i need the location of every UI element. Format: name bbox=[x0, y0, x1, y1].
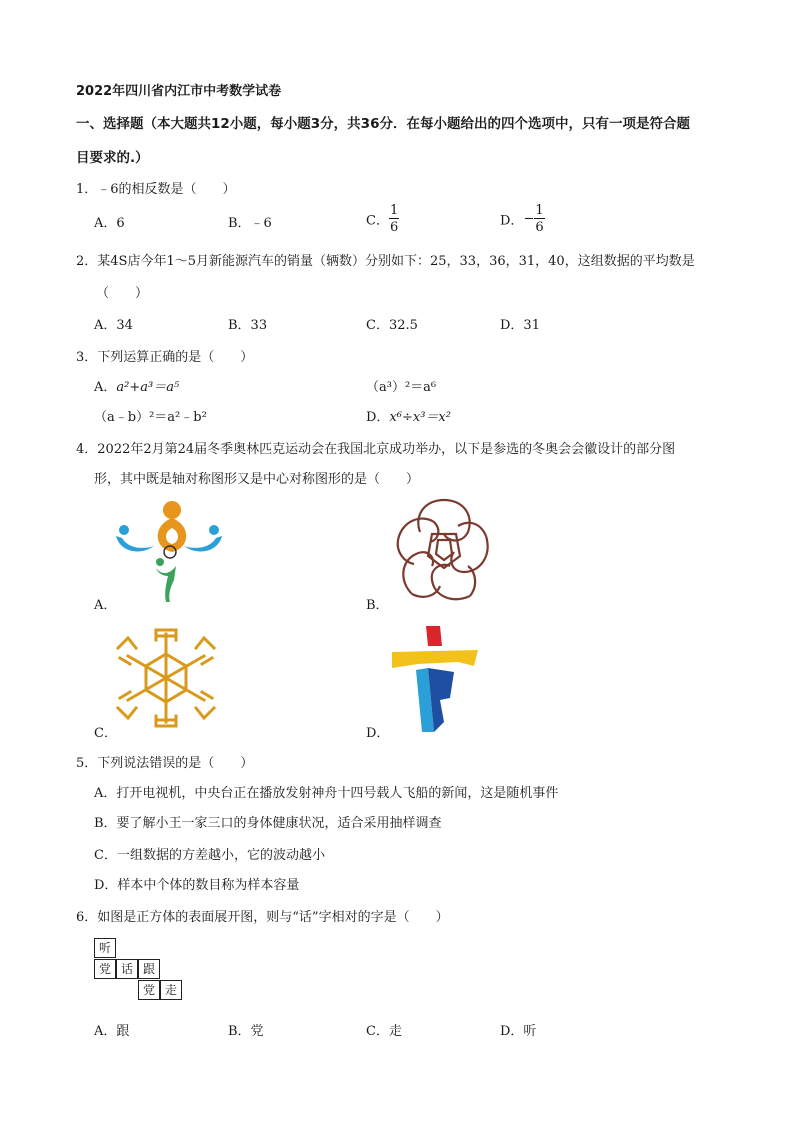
q6-option-a: A．跟 bbox=[94, 1024, 130, 1039]
figure-a-left-blue-head bbox=[119, 525, 129, 535]
q1-option-d-numerator: 1 bbox=[535, 203, 544, 218]
q1-option-c-fraction bbox=[389, 204, 399, 234]
section-header-line1: 一、选择题（本大题共12小题，每小题3分，共36分．在每小题给出的四个选项中，只有一项是符合题 bbox=[76, 116, 690, 132]
q3-option-a-label: A． bbox=[94, 380, 117, 395]
q5-stem: 5．下列说法错误的是（ ） bbox=[76, 756, 254, 771]
figure-d-red-block bbox=[426, 626, 442, 646]
q4-stem-line2: 形，其中既是轴对称图形又是中心对称图形的是（ ） bbox=[94, 472, 420, 487]
figure-c-snowflake bbox=[118, 630, 214, 726]
q2-option-c: C．32.5 bbox=[366, 318, 418, 333]
q6-cube-net bbox=[94, 938, 194, 1002]
q1-option-c-denominator: 6 bbox=[389, 220, 399, 235]
q1-option-c-label: C． bbox=[366, 213, 389, 229]
q4-figure-d bbox=[388, 622, 480, 734]
q3-option-a-expr: a²+a³＝a⁵ bbox=[116, 380, 180, 395]
q1-option-d-label: D． bbox=[500, 213, 524, 229]
q3-stem: 3．下列运算正确的是（ ） bbox=[76, 350, 254, 365]
q4-figure-a bbox=[112, 496, 228, 606]
q5-option-b: B．要了解小王一家三口的身体健康状况，适合采用抽样调查 bbox=[94, 816, 442, 831]
q2-option-b: B．33 bbox=[228, 318, 268, 333]
q1-option-a: A．6 bbox=[94, 216, 125, 231]
figure-a-left-blue-body bbox=[116, 536, 154, 551]
figure-a-green-head bbox=[156, 558, 164, 566]
q5-option-d: D．样本中个体的数目称为样本容量 bbox=[94, 878, 300, 893]
net-cell-dang-1: 党 bbox=[94, 959, 116, 979]
q4-option-a: A． bbox=[94, 598, 117, 613]
net-cell-dang-2: 党 bbox=[138, 980, 160, 1000]
q4-option-c: C． bbox=[94, 726, 117, 741]
q1-option-c-numerator: 1 bbox=[389, 203, 399, 218]
q6-option-b: B．党 bbox=[228, 1024, 264, 1039]
q4-figure-c bbox=[114, 624, 218, 732]
q3-option-c bbox=[94, 406, 207, 425]
q1-stem: 1．﹣6的相反数是（ ） bbox=[76, 182, 236, 197]
net-cell-zou: 走 bbox=[160, 980, 182, 1000]
q3-option-d-expr: x⁶÷x³＝x² bbox=[389, 410, 451, 425]
q4-option-b: B． bbox=[366, 598, 389, 613]
q5-option-a: A．打开电视机，中央台正在播放发射神舟十四号载人飞船的新闻，这是随机事件 bbox=[94, 786, 559, 801]
q1-option-d-fraction bbox=[534, 204, 544, 234]
figure-a-right-blue-head bbox=[209, 525, 219, 535]
net-cell-ting: 听 bbox=[94, 938, 116, 958]
q5-option-c: C．一组数据的方差越小，它的波动越小 bbox=[94, 848, 325, 863]
figure-a-green-body bbox=[156, 566, 176, 602]
q2-option-a: A．34 bbox=[94, 318, 133, 333]
figure-b-knot bbox=[398, 500, 488, 599]
q1-option-d-sign: − bbox=[523, 211, 535, 227]
q3-option-c-expr: （a﹣b）²＝a²﹣b² bbox=[94, 410, 207, 425]
q6-option-c: C．走 bbox=[366, 1024, 402, 1039]
q4-option-d: D． bbox=[366, 726, 390, 741]
figure-d-yellow-band bbox=[392, 650, 478, 668]
q1-option-b: B．﹣6 bbox=[228, 216, 272, 231]
q4-stem-line1: 4．2022年2月第24届冬季奥林匹克运动会在我国北京成功举办，以下是参选的冬奥会会徽设计的部分图 bbox=[76, 442, 676, 457]
q1-option-c bbox=[366, 204, 399, 234]
net-cell-gen: 跟 bbox=[138, 959, 160, 979]
q2-stem-line1: 2．某4S店今年1～5月新能源汽车的销量（辆数）分别如下：25，33，36，31，40，这组数据的平均数是 bbox=[76, 254, 695, 269]
figure-a-right-blue-body bbox=[184, 536, 222, 551]
q3-option-a bbox=[94, 376, 179, 395]
figure-a-orange-head bbox=[163, 501, 181, 519]
q3-option-b-expr: （a³）²＝a⁶ bbox=[366, 380, 437, 395]
section-header-line2: 目要求的.） bbox=[76, 150, 149, 166]
page-title: 2022年四川省内江市中考数学试卷 bbox=[76, 84, 282, 99]
q1-option-d bbox=[500, 204, 545, 234]
q3-option-d-label: D． bbox=[366, 410, 390, 425]
net-cell-hua: 话 bbox=[116, 959, 138, 979]
q6-option-d: D．听 bbox=[500, 1024, 537, 1039]
q3-option-b bbox=[366, 376, 436, 395]
q2-option-d: D．31 bbox=[500, 318, 540, 333]
q6-stem: 6．如图是正方体的表面展开图，则与“话”字相对的字是（ ） bbox=[76, 910, 449, 925]
q1-option-d-denominator: 6 bbox=[535, 220, 544, 235]
q2-stem-line2: （ ） bbox=[96, 286, 149, 301]
q3-option-d bbox=[366, 406, 451, 425]
q4-figure-b bbox=[388, 492, 500, 606]
